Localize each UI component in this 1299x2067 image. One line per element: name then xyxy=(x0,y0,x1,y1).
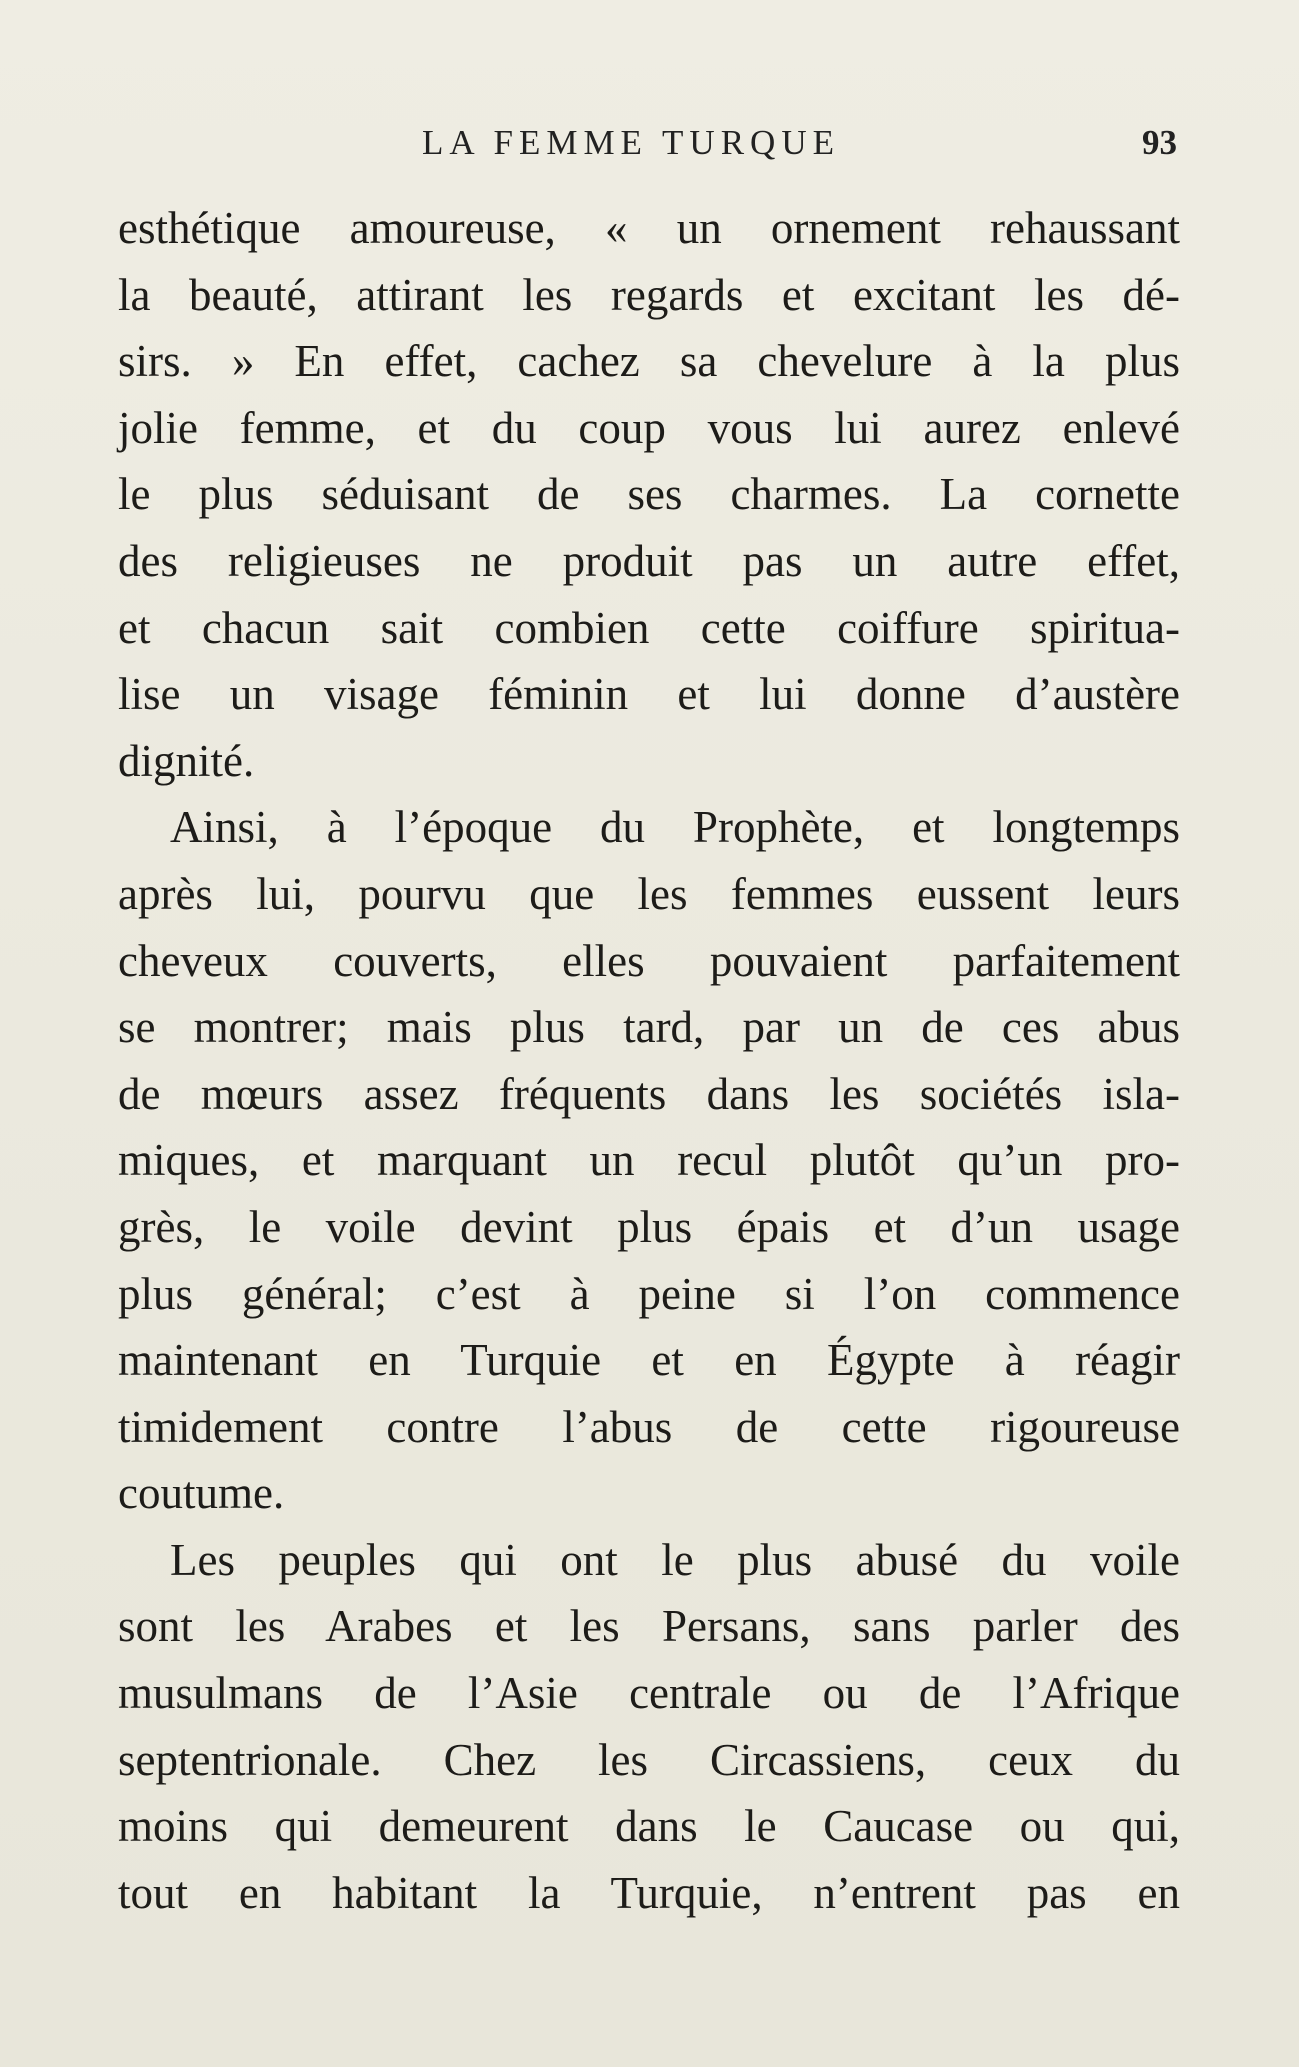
text-line: moins qui demeurent dans le Caucase ou qui, xyxy=(118,1801,1180,1852)
paragraph-2 xyxy=(118,794,1180,1527)
text-line: tout en habitant la Turquie, n’entrent pas en xyxy=(118,1867,1180,1918)
text-line: de mœurs assez fréquents dans les sociétés isla- xyxy=(118,1068,1180,1119)
text-line: musulmans de l’Asie centrale ou de l’Afrique xyxy=(118,1668,1180,1719)
paragraph-3 xyxy=(118,1527,1180,1927)
text-line: dignité. xyxy=(118,735,255,786)
text-line: sont les Arabes et les Persans, sans parler des xyxy=(118,1601,1180,1652)
page-number: 93 xyxy=(1142,123,1177,162)
text-line: et chacun sait combien cette coiffure spiritua- xyxy=(118,602,1180,653)
text-line: coutume. xyxy=(118,1468,285,1519)
text-line: la beauté, attirant les regards et excitant les dé- xyxy=(118,269,1180,320)
text-line: timidement contre l’abus de cette rigoureuse xyxy=(118,1401,1180,1452)
text-line: maintenant en Turquie et en Égypte à réagir xyxy=(118,1335,1180,1386)
body-text xyxy=(118,195,1180,1926)
text-line: se montrer; mais plus tard, par un de ces abus xyxy=(118,1002,1180,1053)
text-line: après lui, pourvu que les femmes eussent leurs xyxy=(118,868,1180,919)
text-line: cheveux couverts, elles pouvaient parfaitement xyxy=(118,935,1180,986)
text-line: grès, le voile devint plus épais et d’un usage xyxy=(118,1201,1180,1252)
text-line: esthétique amoureuse, « un ornement rehaussant xyxy=(118,203,1180,253)
text-line: le plus séduisant de ses charmes. La cornette xyxy=(118,469,1180,520)
text-line: sirs. » En effet, cachez sa chevelure à la plus xyxy=(118,336,1180,387)
text-line: lise un visage féminin et lui donne d’austère xyxy=(118,669,1180,720)
text-line: jolie femme, et du coup vous lui aurez enlevé xyxy=(118,402,1180,453)
text-line: Les peuples qui ont le plus abusé du voile xyxy=(170,1534,1180,1585)
text-line: miques, et marquant un recul plutôt qu’un pro- xyxy=(118,1135,1180,1186)
running-title: LA FEMME TURQUE xyxy=(422,123,840,162)
page-header xyxy=(122,118,1177,168)
text-line: des religieuses ne produit pas un autre effet, xyxy=(118,535,1180,586)
text-line: Ainsi, à l’époque du Prophète, et longtemps xyxy=(170,802,1180,853)
paragraph-1 xyxy=(118,195,1180,794)
text-line: septentrionale. Chez les Circassiens, ceux du xyxy=(118,1734,1180,1785)
text-line: plus général; c’est à peine si l’on commence xyxy=(118,1268,1180,1319)
